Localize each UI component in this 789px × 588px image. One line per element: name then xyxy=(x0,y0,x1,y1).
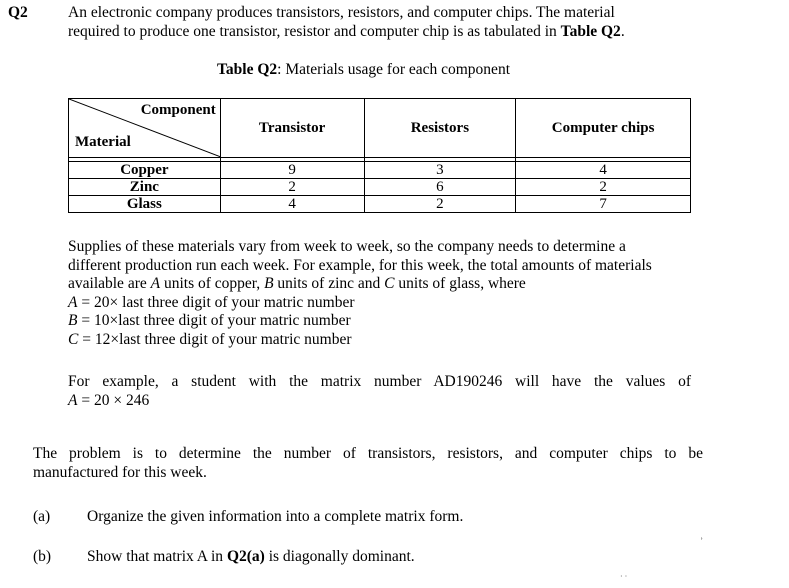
problem-statement xyxy=(33,445,703,482)
table-cell: 9 xyxy=(220,162,364,179)
example-equation xyxy=(68,392,691,411)
var-b: B xyxy=(264,275,274,293)
example-paragraph xyxy=(68,373,691,410)
var-a: A xyxy=(150,275,161,293)
eq-text: = 20 × 246 xyxy=(77,391,150,409)
row-label: Glass xyxy=(69,196,221,213)
table-cell: 4 xyxy=(220,196,364,213)
equation-b xyxy=(68,312,652,331)
table-cell: 2 xyxy=(364,196,516,213)
text: units of copper, xyxy=(160,275,265,293)
table-header-row xyxy=(69,99,691,158)
eq-var: A xyxy=(68,293,78,311)
caption-label: Table Q2 xyxy=(217,61,278,78)
eq-text: = 10×last three digit of your matric number xyxy=(77,312,351,330)
intro-line-2 xyxy=(68,23,625,42)
table-cell: 3 xyxy=(364,162,516,179)
table-cell: 7 xyxy=(516,196,691,213)
column-header: Computer chips xyxy=(516,99,691,158)
table-cell: 6 xyxy=(364,179,516,196)
column-header: Transistor xyxy=(220,99,364,158)
intro-line-1: An electronic company produces transistors, resistors, and computer chips. The material xyxy=(68,4,615,21)
eq-var: B xyxy=(68,312,78,330)
question-intro xyxy=(68,4,625,41)
column-header: Resistors xyxy=(364,99,516,158)
part-text-b xyxy=(87,548,415,567)
table-caption xyxy=(217,61,510,80)
part-label-a: (a) xyxy=(33,508,51,525)
table-row xyxy=(69,179,691,196)
text: Show that matrix A in xyxy=(87,548,227,565)
eq-var: A xyxy=(68,391,78,409)
part-label-b: (b) xyxy=(33,548,52,565)
table-row xyxy=(69,196,691,213)
equation-a xyxy=(68,294,652,313)
text: is diagonally dominant. xyxy=(264,548,415,565)
table-row xyxy=(69,162,691,179)
question-number: Q2 xyxy=(8,4,28,21)
problem-line-1: The problem is to determine the number of transistors, resistors, and computer chips to be xyxy=(33,445,703,462)
example-line-1: For example, a student with the matrix number AD190246 will have the values of xyxy=(68,373,691,390)
table-corner-cell xyxy=(69,99,221,158)
row-label: Copper xyxy=(69,162,221,179)
supplies-line-2: different production run each week. For example, for this week, the total amounts of materials xyxy=(68,256,652,274)
table-cell: 4 xyxy=(516,162,691,179)
text: units of glass, where xyxy=(394,275,526,293)
supplies-line-1: Supplies of these materials vary from week to week, so the company needs to determine a xyxy=(68,238,626,255)
eq-text: = 20× last three digit of your matric number xyxy=(77,293,355,311)
materials-table xyxy=(68,98,691,213)
table-reference: Table Q2 xyxy=(560,22,621,40)
text: units of zinc and xyxy=(273,275,385,293)
text: available are xyxy=(68,275,151,293)
supplies-paragraph xyxy=(68,238,652,350)
corner-component-label: Component xyxy=(140,102,216,118)
caption-text: : Materials usage for each component xyxy=(277,61,510,78)
problem-line-2: manufactured for this week. xyxy=(33,463,207,481)
equation-c xyxy=(68,331,652,350)
table-cell: 2 xyxy=(516,179,691,196)
var-c: C xyxy=(384,275,395,293)
intro-line-2-end: . xyxy=(620,22,625,40)
stray-mark: · · xyxy=(620,572,628,581)
supplies-line-3 xyxy=(68,275,652,294)
intro-line-2-text: required to produce one transistor, resistor and computer chip is as tabulated in xyxy=(68,22,561,40)
question-reference: Q2(a) xyxy=(226,548,265,565)
corner-material-label: Material xyxy=(75,134,131,150)
table-cell: 2 xyxy=(220,179,364,196)
stray-mark: ˒ xyxy=(700,532,704,543)
eq-var: C xyxy=(68,330,79,348)
eq-text: = 12×last three digit of your matric number xyxy=(78,330,352,348)
row-label: Zinc xyxy=(69,179,221,196)
part-text-a: Organize the given information into a complete matrix form. xyxy=(87,508,464,525)
